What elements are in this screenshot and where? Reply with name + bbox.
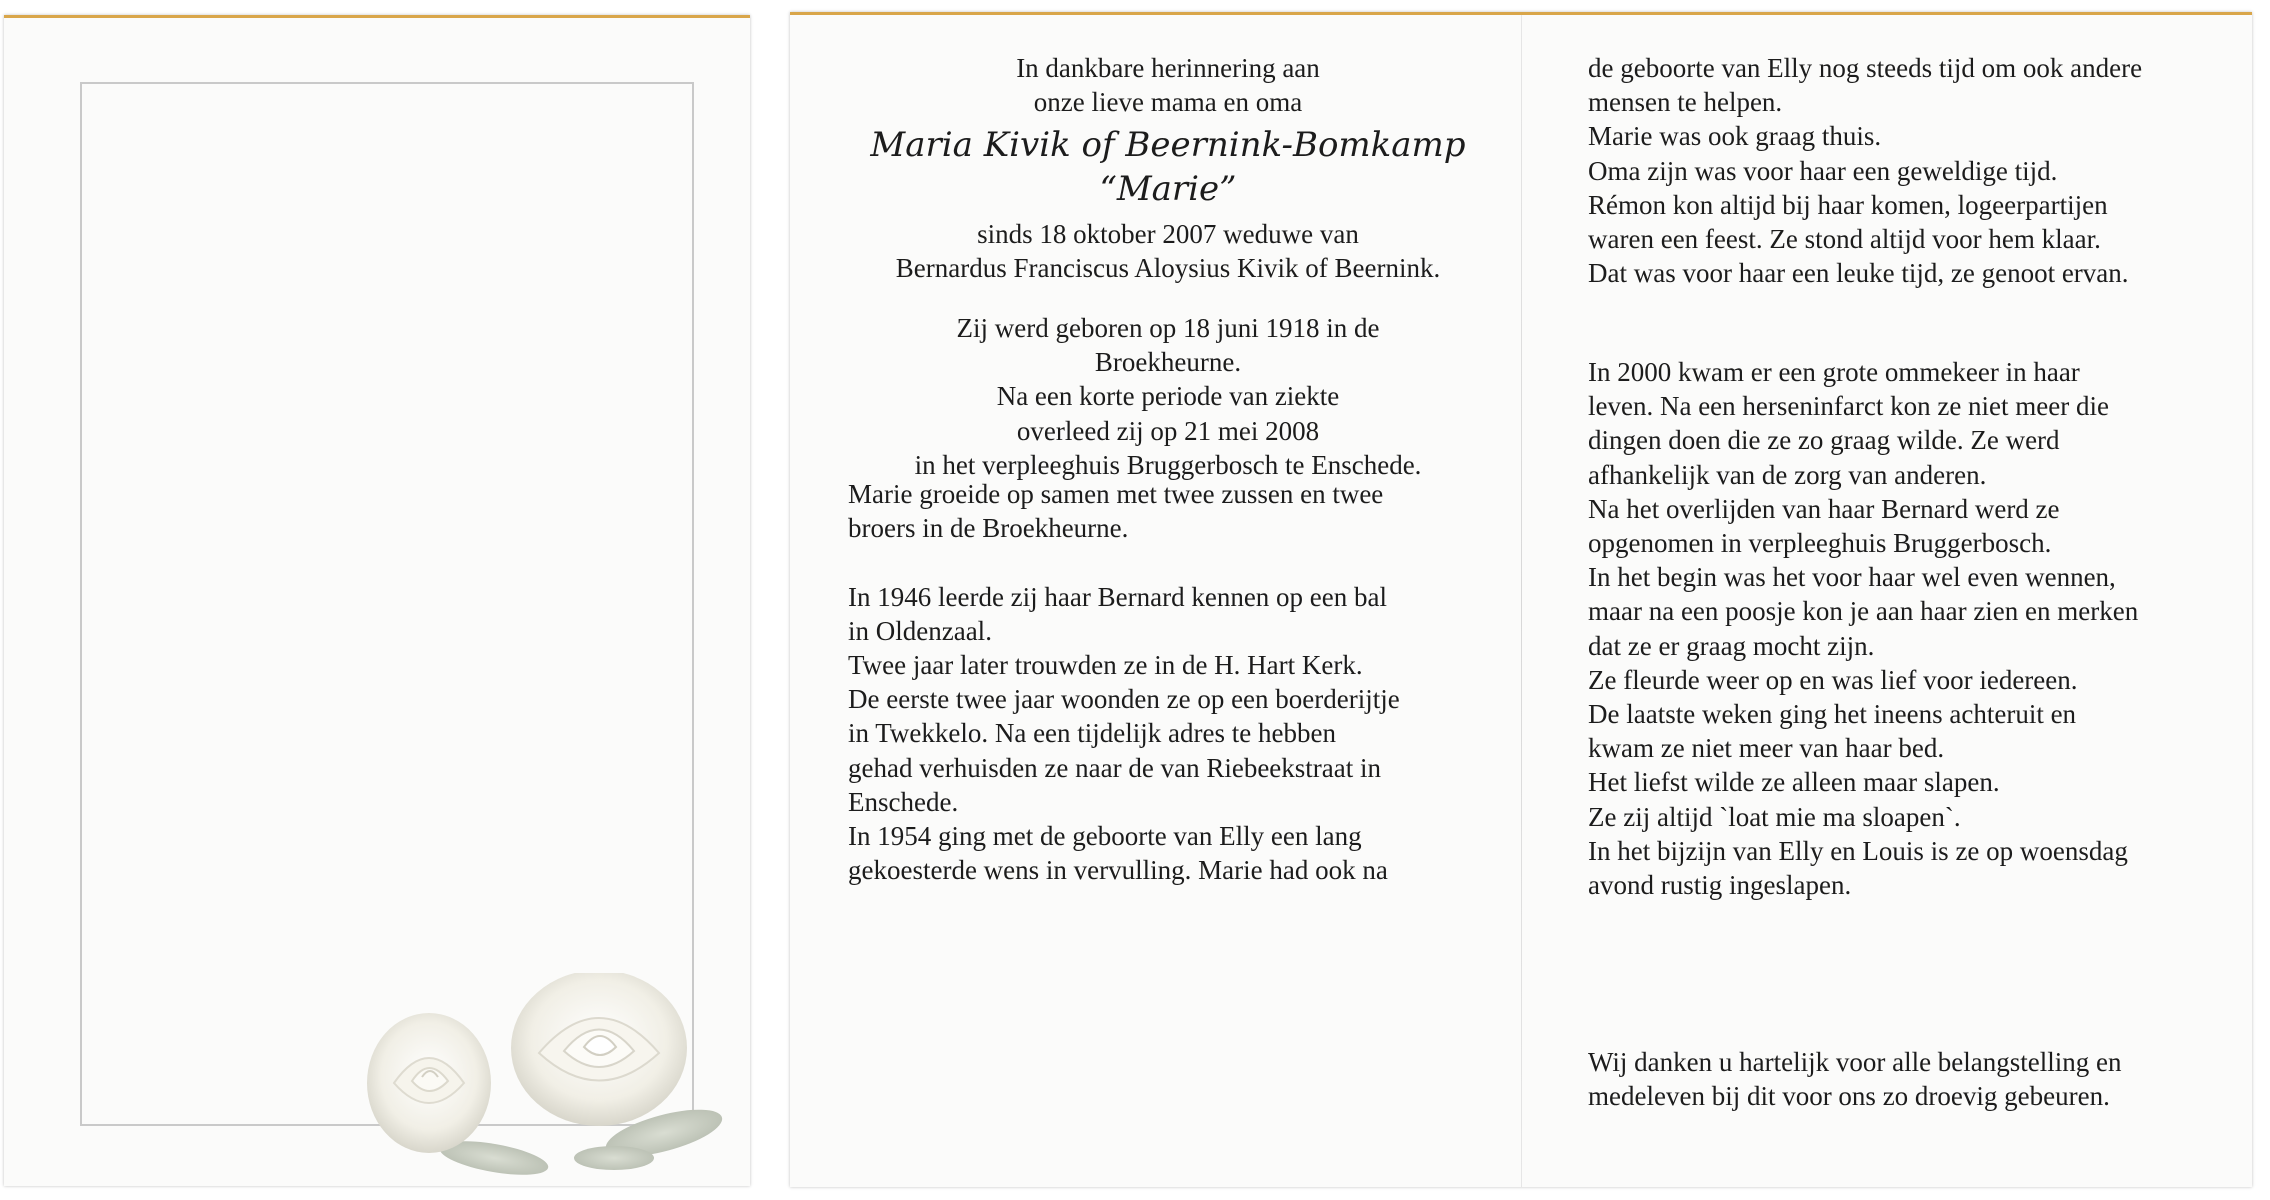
bio-line: Enschede.	[848, 786, 959, 817]
bio-line: waren een feest. Ze stond altijd voor hem klaar.	[1588, 224, 2101, 255]
bio-line: Oma zijn was voor haar een geweldige tijd.	[1588, 155, 2058, 186]
bio-line: broers in de Broekheurne.	[848, 513, 1129, 544]
bio-line: Ze zij altijd `loat mie ma sloapen`.	[1588, 801, 1961, 832]
bio-line: De eerste twee jaar woonden ze op een boerderijtje	[848, 684, 1400, 715]
bio-line: In 1946 leerde zij haar Bernard kennen op een bal	[848, 581, 1388, 612]
biography-right-1	[1588, 51, 2228, 290]
bio-line: mensen te helpen.	[1588, 87, 1783, 118]
bio-line: Het liefst wilde ze alleen maar slapen.	[1588, 767, 2000, 798]
bio-line: in Twekkelo. Na een tijdelijk adres te hebben	[848, 718, 1336, 749]
name-block	[848, 123, 1488, 211]
bio-line: Na het overlijden van haar Bernard werd ze	[1588, 493, 2060, 524]
widow-line: Bernardus Franciscus Aloysius Kivik of Beernink.	[895, 253, 1441, 284]
bio-line: in Oldenzaal.	[848, 615, 992, 646]
thanks-line: Wij danken u hartelijk voor alle belangstelling en	[1588, 1047, 2122, 1077]
bio-line: De laatste weken ging het ineens achteruit en	[1588, 699, 2077, 730]
bio-line: gekoesterde wens in vervulling. Marie had ook na	[848, 855, 1388, 886]
bio-line: gehad verhuisden ze naar de van Riebeekstraat in	[848, 752, 1382, 783]
bio-line: In 1954 ging met de geboorte van Elly een lang	[848, 821, 1362, 852]
bio-line: In het begin was het voor haar wel even wennen,	[1588, 562, 2116, 593]
birth-line: in het verpleeghuis Bruggerbosch te Enschede.	[914, 449, 1422, 480]
decorative-frame	[80, 82, 694, 1126]
cover-page	[4, 15, 750, 1186]
bio-line: dingen doen die ze zo graag wilde. Ze werd	[1588, 425, 2060, 456]
fold-line	[1521, 15, 1522, 1187]
bio-line: In het bijzijn van Elly en Louis is ze op woensdag	[1588, 835, 2128, 866]
bio-line: kwam ze niet meer van haar bed.	[1588, 733, 1945, 764]
thanks-block	[1588, 1045, 2228, 1113]
birth-line: Zij werd geboren op 18 juni 1918 in de	[956, 313, 1380, 343]
intro-line: onze lieve mama en oma	[1033, 87, 1303, 118]
white-roses-image	[364, 973, 744, 1183]
bio-line: Rémon kon altijd bij haar komen, logeerpartijen	[1588, 189, 2108, 220]
birth-line: Broekheurne.	[1094, 347, 1242, 378]
birth-line: Na een korte periode van ziekte	[996, 381, 1340, 412]
bio-line: Twee jaar later trouwden ze in de H. Hart Kerk.	[848, 650, 1363, 681]
bio-line: In 2000 kwam er een grote ommekeer in haar	[1588, 357, 2080, 387]
deceased-nickname: “Marie”	[1099, 169, 1237, 209]
bio-line: de geboorte van Elly nog steeds tijd om ook andere	[1588, 53, 2143, 83]
bio-line: Ze fleurde weer op en was lief voor iedereen.	[1588, 664, 2078, 695]
widow-block	[848, 217, 1488, 285]
bio-line: Marie was ook graag thuis.	[1588, 121, 1882, 152]
biography-left	[848, 477, 1488, 887]
inside-spread	[790, 12, 2252, 1187]
bio-line: dat ze er graag mocht zijn.	[1588, 630, 1875, 661]
bio-line: afhankelijk van de zorg van anderen.	[1588, 459, 1987, 490]
intro-block	[848, 51, 1488, 119]
widow-line: sinds 18 oktober 2007 weduwe van	[977, 219, 1359, 249]
biography-right-2	[1588, 355, 2228, 902]
bio-line: opgenomen in verpleeghuis Bruggerbosch.	[1588, 528, 2052, 559]
bio-line: leven. Na een herseninfarct kon ze niet meer die	[1588, 391, 2109, 422]
birth-line: overleed zij op 21 mei 2008	[1016, 415, 1320, 446]
deceased-name: Maria Kivik of Beernink-Bomkamp	[870, 125, 1466, 165]
bio-line: Marie groeide op samen met twee zussen en twee	[848, 479, 1384, 509]
bio-line: maar na een poosje kon je aan haar zien en merken	[1588, 596, 2139, 627]
bio-line: avond rustig ingeslapen.	[1588, 870, 1852, 901]
bio-line: Dat was voor haar een leuke tijd, ze genoot ervan.	[1588, 258, 2129, 289]
bio-line	[848, 545, 1488, 579]
thanks-line: medeleven bij dit voor ons zo droevig gebeuren.	[1588, 1081, 2110, 1112]
birth-death-block	[848, 311, 1488, 482]
intro-line: In dankbare herinnering aan	[1016, 53, 1320, 83]
